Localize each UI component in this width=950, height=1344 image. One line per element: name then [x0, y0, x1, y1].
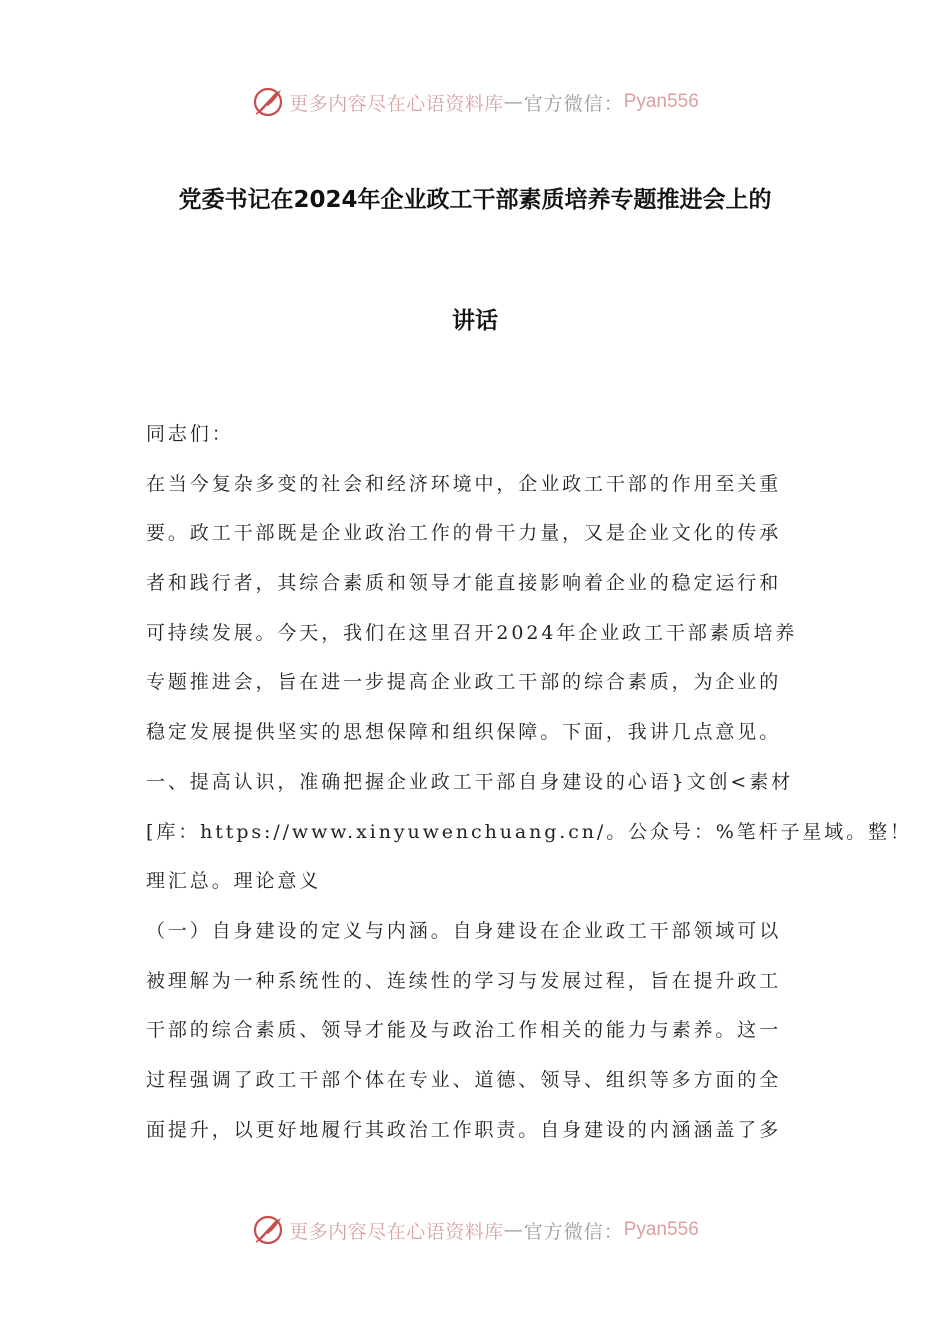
- watermark-sub-text: 官方微信：: [523, 1220, 624, 1243]
- body-line: 干部的综合素质、领导才能及与政治工作相关的能力与素养。这一: [146, 1019, 782, 1042]
- body-line: 专题推进会，旨在进一步提高企业政工干部的综合素质，为企业的: [146, 671, 782, 694]
- body-line: 可持续发展。今天，我们在这里召开2024年企业政工干部素质培养: [146, 621, 798, 644]
- watermark-dash: —: [503, 91, 524, 113]
- watermark-wechat-id: Pyan556: [623, 91, 699, 112]
- header-watermark: [0, 82, 950, 122]
- footer-watermark: [0, 1210, 950, 1250]
- document-body: [146, 416, 912, 1161]
- body-line: 同志们：: [146, 423, 234, 445]
- document-title-line-1: 党委书记在2024年企业政工干部素质培养专题推进会上的: [178, 187, 772, 213]
- quill-logo-icon: [251, 1213, 285, 1247]
- body-line: 一、提高认识，准确把握企业政工干部自身建设的心语}文创<素材: [146, 770, 794, 793]
- body-line: 者和践行者，其综合素质和领导才能直接影响着企业的稳定运行和: [146, 572, 782, 595]
- body-line: 过程强调了政工干部个体在专业、道德、领导、组织等多方面的全: [146, 1068, 782, 1091]
- watermark-main-text: 更多内容尽在心语资料库: [289, 1220, 504, 1243]
- watermark-dash: —: [503, 1219, 524, 1241]
- body-line: 稳定发展提供坚实的思想保障和组织保障。下面，我讲几点意见。: [146, 721, 782, 744]
- watermark-sub-text: 官方微信：: [523, 92, 624, 115]
- watermark-main-text: 更多内容尽在心语资料库: [289, 92, 504, 115]
- body-line: 理汇总。理论意义: [146, 870, 322, 893]
- body-line: （一）自身建设的定义与内涵。自身建设在企业政工干部领域可以: [146, 919, 782, 942]
- body-line: 在当今复杂多变的社会和经济环境中，企业政工干部的作用至关重: [146, 472, 782, 495]
- document-title-line-2: 讲话: [452, 308, 498, 334]
- body-line: 要。政工干部既是企业政治工作的骨干力量，又是企业文化的传承: [146, 522, 782, 545]
- body-line: [库：https://www.xinyuwenchuang.cn/。公众号：%笔杆子星域。整！: [146, 820, 912, 843]
- quill-logo-icon: [251, 85, 285, 119]
- body-line: 被理解为一种系统性的、连续性的学习与发展过程，旨在提升政工: [146, 969, 782, 992]
- watermark-wechat-id: Pyan556: [623, 1219, 699, 1240]
- body-line: 面提升，以更好地履行其政治工作职责。自身建设的内涵涵盖了多: [146, 1118, 782, 1141]
